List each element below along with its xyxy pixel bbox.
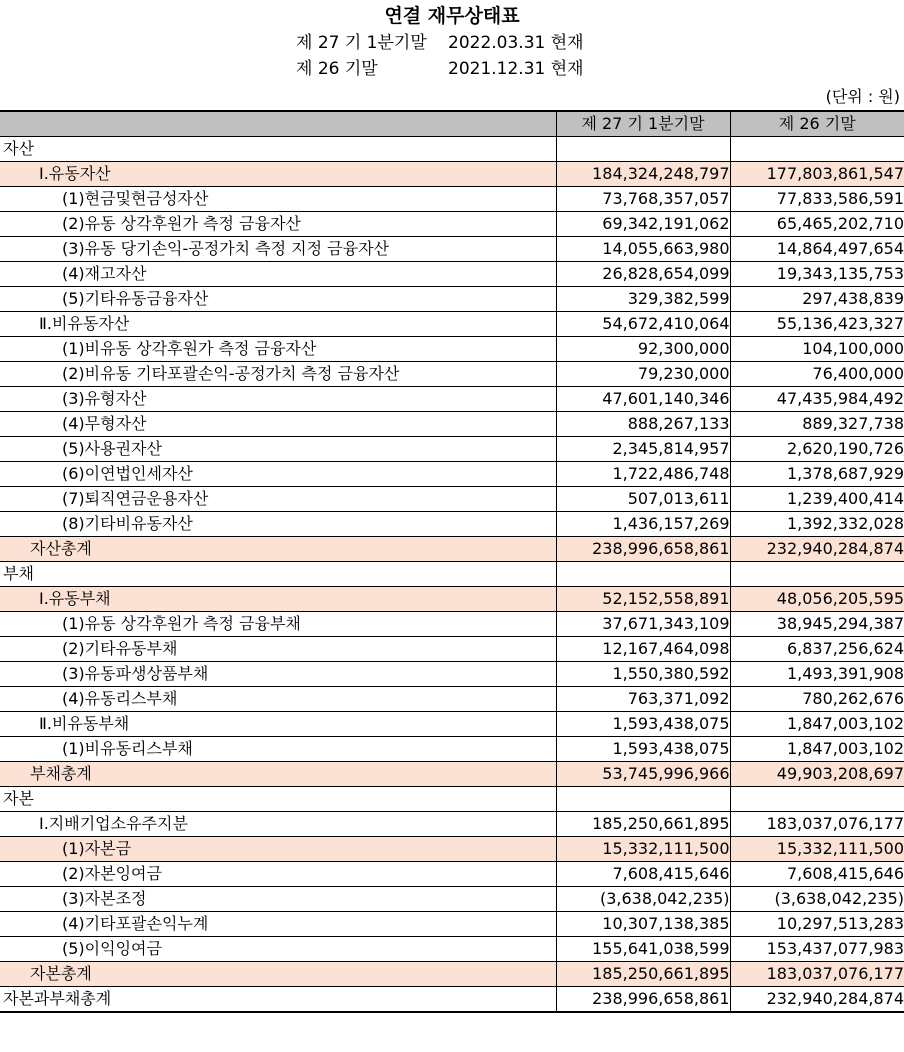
table-row (0, 812, 904, 837)
row-value-current: 52,152,558,891 (556, 587, 730, 612)
row-label: 자본총계 (30, 964, 92, 983)
row-label: (6)이연법인세자산 (62, 464, 193, 483)
table-row (0, 987, 904, 1013)
row-label: 부채총계 (30, 764, 92, 783)
row-label-cell (0, 787, 556, 812)
table-row (0, 687, 904, 712)
row-value-current: 888,267,133 (556, 412, 730, 437)
row-label: (1)자본금 (62, 839, 132, 858)
row-label: (2)기타유동부채 (62, 639, 178, 658)
row-label-cell (0, 162, 556, 187)
row-value-prior: 48,056,205,595 (730, 587, 904, 612)
row-label: Ⅰ.지배기업소유주지분 (39, 814, 188, 833)
row-label: (2)비유동 기타포괄손익-공정가치 측정 금융자산 (62, 364, 400, 383)
table-header-row (0, 111, 904, 137)
row-label-cell (0, 462, 556, 487)
table-row (0, 787, 904, 812)
period-block (0, 30, 904, 82)
row-label-cell (0, 737, 556, 762)
row-value-prior: 153,437,077,983 (730, 937, 904, 962)
table-row (0, 237, 904, 262)
row-label-cell (0, 362, 556, 387)
row-label-cell (0, 312, 556, 337)
row-label-cell (0, 812, 556, 837)
row-value-current: 2,345,814,957 (556, 437, 730, 462)
row-label-cell (0, 962, 556, 987)
row-label: 자산 (3, 139, 34, 158)
table-row (0, 637, 904, 662)
row-value-current: 54,672,410,064 (556, 312, 730, 337)
row-label: (7)퇴직연금운용자산 (62, 489, 209, 508)
row-value-current: 7,608,415,646 (556, 862, 730, 887)
row-value-current: 73,768,357,057 (556, 187, 730, 212)
row-label: Ⅰ.유동자산 (39, 164, 111, 183)
table-row (0, 937, 904, 962)
row-label: (4)유동리스부채 (62, 689, 178, 708)
column-header-label (0, 111, 556, 137)
row-value-prior: 65,465,202,710 (730, 212, 904, 237)
row-value-current: 185,250,661,895 (556, 812, 730, 837)
row-value-current: 37,671,343,109 (556, 612, 730, 637)
table-row (0, 962, 904, 987)
row-value-prior (730, 562, 904, 587)
table-row (0, 137, 904, 162)
row-value-current: 1,550,380,592 (556, 662, 730, 687)
row-label-cell (0, 762, 556, 787)
row-label-cell (0, 512, 556, 537)
page-title: 연결 재무상태표 (384, 5, 520, 27)
table-row (0, 337, 904, 362)
row-label: Ⅱ.비유동자산 (39, 314, 130, 333)
row-value-current: 26,828,654,099 (556, 262, 730, 287)
row-value-prior: 1,847,003,102 (730, 712, 904, 737)
period-prior-date: 2021.12.31 현재 (448, 59, 584, 79)
row-value-current: 14,055,663,980 (556, 237, 730, 262)
period-prior-label: 제 26 기말 (296, 59, 378, 79)
table-row (0, 212, 904, 237)
table-row (0, 662, 904, 687)
table-row (0, 512, 904, 537)
row-value-prior: 183,037,076,177 (730, 812, 904, 837)
table-row (0, 437, 904, 462)
row-label: (5)이익잉여금 (62, 939, 162, 958)
row-label: (8)기타비유동자산 (62, 514, 193, 533)
row-value-current: 185,250,661,895 (556, 962, 730, 987)
row-label-cell (0, 887, 556, 912)
row-label: (2)유동 상각후원가 측정 금융자산 (62, 214, 301, 233)
row-value-prior: 77,833,586,591 (730, 187, 904, 212)
table-row (0, 462, 904, 487)
row-value-current: 184,324,248,797 (556, 162, 730, 187)
row-value-current (556, 562, 730, 587)
row-value-current: 1,436,157,269 (556, 512, 730, 537)
row-value-prior (730, 137, 904, 162)
row-label-cell (0, 837, 556, 862)
period-line-prior (0, 56, 904, 82)
row-value-prior: 1,847,003,102 (730, 737, 904, 762)
row-value-current: (3,638,042,235) (556, 887, 730, 912)
row-value-current: 329,382,599 (556, 287, 730, 312)
row-value-prior: 55,136,423,327 (730, 312, 904, 337)
row-value-prior: (3,638,042,235) (730, 887, 904, 912)
row-label-cell (0, 912, 556, 937)
table-row (0, 537, 904, 562)
row-label: (1)유동 상각후원가 측정 금융부채 (62, 614, 301, 633)
row-value-current: 79,230,000 (556, 362, 730, 387)
row-value-current: 53,745,996,966 (556, 762, 730, 787)
row-label: Ⅱ.비유동부채 (39, 714, 130, 733)
row-value-current: 1,593,438,075 (556, 737, 730, 762)
table-row (0, 162, 904, 187)
row-value-current: 1,593,438,075 (556, 712, 730, 737)
row-value-current: 12,167,464,098 (556, 637, 730, 662)
row-value-prior: 6,837,256,624 (730, 637, 904, 662)
table-row (0, 612, 904, 637)
table-row (0, 862, 904, 887)
row-value-current (556, 137, 730, 162)
row-label-cell (0, 212, 556, 237)
row-label-cell (0, 262, 556, 287)
row-value-prior: 49,903,208,697 (730, 762, 904, 787)
row-label: (1)비유동리스부채 (62, 739, 193, 758)
table-row (0, 312, 904, 337)
row-label: 자본 (3, 789, 34, 808)
row-label: (1)현금및현금성자산 (62, 189, 209, 208)
row-value-current: 763,371,092 (556, 687, 730, 712)
row-label-cell (0, 637, 556, 662)
table-row (0, 837, 904, 862)
row-label: (1)비유동 상각후원가 측정 금융자산 (62, 339, 317, 358)
row-value-current (556, 787, 730, 812)
unit-note: (단위 : 원) (825, 87, 900, 106)
row-value-prior: 183,037,076,177 (730, 962, 904, 987)
table-row (0, 187, 904, 212)
row-label: (5)사용권자산 (62, 439, 162, 458)
table-row (0, 912, 904, 937)
row-label-cell (0, 562, 556, 587)
row-value-current: 15,332,111,500 (556, 837, 730, 862)
row-label: (3)유동 당기손익-공정가치 측정 지정 금융자산 (62, 239, 389, 258)
row-label-cell (0, 237, 556, 262)
table-row (0, 387, 904, 412)
row-label-cell (0, 387, 556, 412)
row-value-prior: 104,100,000 (730, 337, 904, 362)
row-label-cell (0, 662, 556, 687)
row-label-cell (0, 487, 556, 512)
row-value-prior: 1,392,332,028 (730, 512, 904, 537)
table-row (0, 362, 904, 387)
row-value-prior: 14,864,497,654 (730, 237, 904, 262)
table-row (0, 712, 904, 737)
table-body (0, 137, 904, 1013)
row-label: (5)기타유동금융자산 (62, 289, 209, 308)
row-label-cell (0, 537, 556, 562)
row-value-current: 1,722,486,748 (556, 462, 730, 487)
column-header-current-period: 제 27 기 1분기말 (556, 111, 730, 137)
table-row (0, 562, 904, 587)
table-header (0, 111, 904, 137)
row-value-prior (730, 787, 904, 812)
row-label: (3)유형자산 (62, 389, 147, 408)
row-value-current: 507,013,611 (556, 487, 730, 512)
row-label: (3)자본조정 (62, 889, 147, 908)
row-label: (4)재고자산 (62, 264, 147, 283)
row-value-prior: 1,493,391,908 (730, 662, 904, 687)
row-value-prior: 38,945,294,387 (730, 612, 904, 637)
row-label: (4)무형자산 (62, 414, 147, 433)
table-row (0, 487, 904, 512)
row-value-prior: 7,608,415,646 (730, 862, 904, 887)
row-label-cell (0, 187, 556, 212)
row-value-prior: 10,297,513,283 (730, 912, 904, 937)
row-label-cell (0, 612, 556, 637)
row-label-cell (0, 712, 556, 737)
row-value-current: 92,300,000 (556, 337, 730, 362)
row-value-prior: 15,332,111,500 (730, 837, 904, 862)
period-line-current (0, 30, 904, 56)
row-value-prior: 2,620,190,726 (730, 437, 904, 462)
period-current-label: 제 27 기 1분기말 (296, 33, 427, 53)
column-header-prior-period: 제 26 기말 (730, 111, 904, 137)
row-value-current: 155,641,038,599 (556, 937, 730, 962)
row-value-prior: 232,940,284,874 (730, 537, 904, 562)
balance-sheet-table (0, 110, 904, 1013)
row-label-cell (0, 937, 556, 962)
row-value-prior: 297,438,839 (730, 287, 904, 312)
row-label-cell (0, 587, 556, 612)
row-value-current: 10,307,138,385 (556, 912, 730, 937)
table-row (0, 887, 904, 912)
table-row (0, 262, 904, 287)
table-row (0, 762, 904, 787)
row-label: Ⅰ.유동부채 (39, 589, 111, 608)
row-value-prior: 47,435,984,492 (730, 387, 904, 412)
row-label-cell (0, 687, 556, 712)
row-label-cell (0, 862, 556, 887)
row-value-current: 238,996,658,861 (556, 987, 730, 1013)
row-label-cell (0, 287, 556, 312)
table-row (0, 287, 904, 312)
table-row (0, 587, 904, 612)
row-value-prior: 889,327,738 (730, 412, 904, 437)
row-value-prior: 177,803,861,547 (730, 162, 904, 187)
row-label: (3)유동파생상품부채 (62, 664, 209, 683)
row-value-current: 47,601,140,346 (556, 387, 730, 412)
table-row (0, 737, 904, 762)
row-label-cell (0, 137, 556, 162)
row-value-prior: 76,400,000 (730, 362, 904, 387)
row-label: (4)기타포괄손익누계 (62, 914, 209, 933)
row-label: 자산총계 (30, 539, 92, 558)
row-value-current: 238,996,658,861 (556, 537, 730, 562)
table-row (0, 412, 904, 437)
row-value-prior: 19,343,135,753 (730, 262, 904, 287)
row-value-prior: 1,378,687,929 (730, 462, 904, 487)
row-label: (2)자본잉여금 (62, 864, 162, 883)
row-label: 자본과부채총계 (3, 989, 112, 1008)
row-label-cell (0, 337, 556, 362)
row-value-prior: 1,239,400,414 (730, 487, 904, 512)
row-label: 부채 (3, 564, 34, 583)
row-label-cell (0, 412, 556, 437)
row-label-cell (0, 437, 556, 462)
row-value-prior: 232,940,284,874 (730, 987, 904, 1013)
row-label-cell (0, 987, 556, 1013)
row-value-prior: 780,262,676 (730, 687, 904, 712)
period-current-date: 2022.03.31 현재 (448, 33, 584, 53)
row-value-current: 69,342,191,062 (556, 212, 730, 237)
